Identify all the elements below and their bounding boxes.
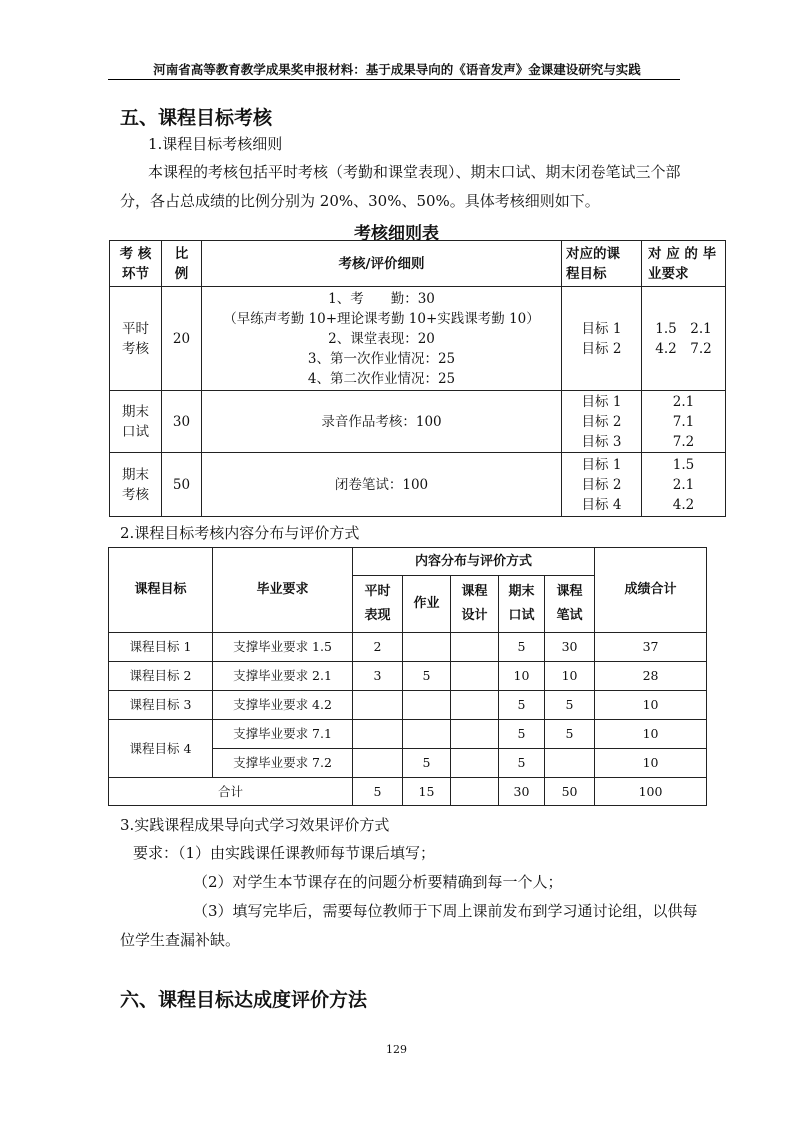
daily-performance-cell: 2 [353, 633, 403, 662]
targets-cell: 目标 1 目标 2 [562, 287, 642, 391]
header-ratio: 比 例 [162, 241, 202, 287]
course-design-cell [451, 778, 499, 806]
stage-cell: 期末 口试 [110, 391, 162, 453]
table-row [110, 391, 726, 453]
graduation-req-cell: 支撑毕业要求 4.2 [213, 691, 353, 720]
header-stage: 考 核 环节 [110, 241, 162, 287]
requirement-1: 要求：（1）由实践课任课教师每节课后填写； [133, 844, 436, 862]
final-oral-cell: 5 [499, 633, 545, 662]
header-requirements: 对 应 的 毕 业要求 [642, 241, 726, 287]
requirement-3-line-1: （3）填写完毕后，需要每位教师于下周上课前发布到学习通讨论组，以供每 [193, 902, 698, 920]
header-graduation-req: 毕业要求 [213, 548, 353, 633]
table-header-row [110, 241, 726, 287]
requirements-cell: 1.5 2.1 4.2 [642, 453, 726, 517]
paragraph-1-line-2: 分，各占总成绩的比例分别为 20%、30%、50%。具体考核细则如下。 [120, 192, 600, 210]
final-oral-cell: 10 [499, 662, 545, 691]
detail-cell: 闭卷笔试：100 [202, 453, 562, 517]
assessment-detail-table [109, 240, 726, 517]
course-design-cell [451, 720, 499, 749]
header-course-design: 课程 设计 [451, 576, 499, 633]
subsection-2-title: 2.课程目标考核内容分布与评价方式 [120, 524, 360, 542]
header-daily-performance: 平时 表现 [353, 576, 403, 633]
subsection-3-title: 3.实践课程成果导向式学习效果评价方式 [120, 816, 390, 834]
graduation-req-cell: 支撑毕业要求 7.1 [213, 720, 353, 749]
total-cell: 10 [595, 720, 707, 749]
header-final-oral: 期末 口试 [499, 576, 545, 633]
table-row [109, 633, 707, 662]
course-target-cell: 课程目标 1 [109, 633, 213, 662]
table-row [110, 453, 726, 517]
total-cell: 37 [595, 633, 707, 662]
header-targets: 对应的课 程目标 [562, 241, 642, 287]
course-design-cell [451, 633, 499, 662]
table-row [109, 720, 707, 749]
header-rule [108, 79, 680, 80]
final-oral-cell: 5 [499, 749, 545, 778]
table-row [110, 287, 726, 391]
requirement-2: （2）对学生本节课存在的问题分析要精确到每一个人； [193, 873, 563, 891]
total-cell: 100 [595, 778, 707, 806]
requirements-cell: 1.5 2.1 4.2 7.2 [642, 287, 726, 391]
homework-cell: 5 [403, 749, 451, 778]
written-exam-cell: 10 [545, 662, 595, 691]
homework-cell: 15 [403, 778, 451, 806]
daily-performance-cell: 5 [353, 778, 403, 806]
header-detail: 考核/评价细则 [202, 241, 562, 287]
course-target-cell: 课程目标 3 [109, 691, 213, 720]
table-header-row [109, 548, 707, 576]
table-row [109, 691, 707, 720]
written-exam-cell [545, 749, 595, 778]
course-design-cell [451, 691, 499, 720]
stage-cell: 期末 考核 [110, 453, 162, 517]
total-cell: 28 [595, 662, 707, 691]
section-6-title: 六、课程目标达成度评价方法 [120, 989, 368, 1011]
homework-cell: 5 [403, 662, 451, 691]
page-number: 129 [386, 1043, 407, 1056]
written-exam-cell: 30 [545, 633, 595, 662]
homework-cell [403, 720, 451, 749]
header-content-group: 内容分布与评价方式 [353, 548, 595, 576]
course-target-cell: 课程目标 2 [109, 662, 213, 691]
final-oral-cell: 5 [499, 691, 545, 720]
course-target-cell: 课程目标 4 [109, 720, 213, 778]
section-5-title: 五、课程目标考核 [120, 107, 273, 129]
detail-cell: 录音作品考核：100 [202, 391, 562, 453]
requirements-cell: 2.1 7.1 7.2 [642, 391, 726, 453]
written-exam-cell: 5 [545, 720, 595, 749]
written-exam-cell: 50 [545, 778, 595, 806]
header-written-exam: 课程 笔试 [545, 576, 595, 633]
header-course-target: 课程目标 [109, 548, 213, 633]
course-design-cell [451, 749, 499, 778]
sum-label: 合计 [109, 778, 353, 806]
total-cell: 10 [595, 749, 707, 778]
daily-performance-cell [353, 691, 403, 720]
graduation-req-cell: 支撑毕业要求 2.1 [213, 662, 353, 691]
detail-cell: 1、考 勤：30 （早练声考勤 10+理论课考勤 10+实践课考勤 10） 2、课堂表现：20 3、第一次作业情况：25 4、第二次作业情况：25 [202, 287, 562, 391]
requirement-3-line-2: 位学生查漏补缺。 [120, 931, 241, 949]
header-total: 成绩合计 [595, 548, 707, 633]
final-oral-cell: 5 [499, 720, 545, 749]
subsection-1-title: 1.课程目标考核细则 [148, 135, 283, 153]
header-homework: 作业 [403, 576, 451, 633]
page-header: 河南省高等教育教学成果奖申报材料：基于成果导向的《语音发声》金课建设研究与实践 [153, 62, 641, 77]
homework-cell [403, 691, 451, 720]
ratio-cell: 50 [162, 453, 202, 517]
targets-cell: 目标 1 目标 2 目标 4 [562, 453, 642, 517]
total-cell: 10 [595, 691, 707, 720]
ratio-cell: 30 [162, 391, 202, 453]
daily-performance-cell [353, 749, 403, 778]
graduation-req-cell: 支撑毕业要求 1.5 [213, 633, 353, 662]
final-oral-cell: 30 [499, 778, 545, 806]
table-row [109, 662, 707, 691]
daily-performance-cell: 3 [353, 662, 403, 691]
course-design-cell [451, 662, 499, 691]
table-1-title: 考核细则表 [354, 224, 439, 244]
graduation-req-cell: 支撑毕业要求 7.2 [213, 749, 353, 778]
stage-cell: 平时 考核 [110, 287, 162, 391]
table-sum-row [109, 778, 707, 806]
content-distribution-table [108, 547, 707, 806]
ratio-cell: 20 [162, 287, 202, 391]
paragraph-1-line-1: 本课程的考核包括平时考核（考勤和课堂表现）、期末口试、期末闭卷笔试三个部 [148, 163, 681, 181]
homework-cell [403, 633, 451, 662]
daily-performance-cell [353, 720, 403, 749]
written-exam-cell: 5 [545, 691, 595, 720]
targets-cell: 目标 1 目标 2 目标 3 [562, 391, 642, 453]
